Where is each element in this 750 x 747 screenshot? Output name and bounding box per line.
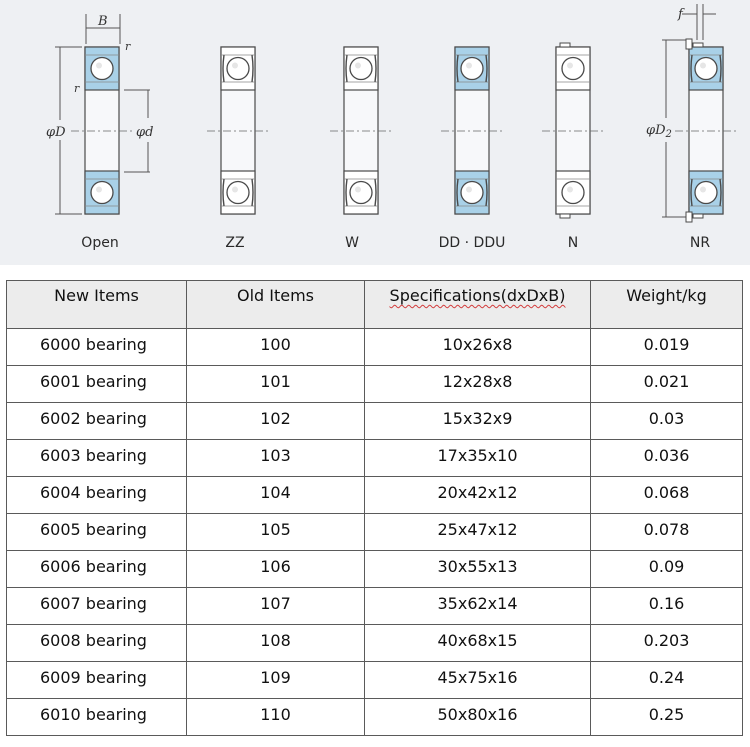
header-specifications-text: Specifications(dxDxB): [389, 286, 566, 305]
cell-weight: 0.021: [591, 366, 743, 403]
cell-new-item: 6004 bearing: [7, 477, 187, 514]
bearing-diagram: [0, 0, 750, 265]
bearing-cross-sections: [0, 0, 750, 265]
cell-specification: 25x47x12: [365, 514, 591, 551]
cell-weight: 0.036: [591, 440, 743, 477]
cell-specification: 50x80x16: [365, 699, 591, 736]
cell-old-item: 105: [187, 514, 365, 551]
table-row: [7, 366, 743, 403]
bearing-dd-section: [441, 47, 503, 214]
cell-old-item: 108: [187, 625, 365, 662]
cell-specification: 45x75x16: [365, 662, 591, 699]
caption-nr: NR: [689, 235, 711, 251]
cell-specification: 40x68x15: [365, 625, 591, 662]
cell-old-item: 102: [187, 403, 365, 440]
cell-specification: 12x28x8: [365, 366, 591, 403]
cell-specification: 35x62x14: [365, 588, 591, 625]
snap-ring-offset-label: f: [678, 7, 683, 22]
cell-weight: 0.203: [591, 625, 743, 662]
cell-new-item: 6010 bearing: [7, 699, 187, 736]
caption-open: Open: [81, 235, 119, 251]
cell-weight: 0.068: [591, 477, 743, 514]
caption-n: N: [567, 235, 579, 251]
cell-specification: 30x55x13: [365, 551, 591, 588]
table-row: [7, 477, 743, 514]
bearing-open-section: [71, 47, 133, 214]
cell-weight: 0.078: [591, 514, 743, 551]
cell-weight: 0.25: [591, 699, 743, 736]
snap-ring-diameter-sub: 2: [665, 129, 672, 140]
cell-weight: 0.24: [591, 662, 743, 699]
cell-new-item: 6006 bearing: [7, 551, 187, 588]
caption-zz: ZZ: [225, 235, 245, 251]
cell-old-item: 106: [187, 551, 365, 588]
cell-new-item: 6000 bearing: [7, 329, 187, 366]
cell-old-item: 101: [187, 366, 365, 403]
cell-old-item: 109: [187, 662, 365, 699]
caption-dd: DD · DDU: [438, 235, 506, 251]
cell-old-item: 103: [187, 440, 365, 477]
cell-old-item: 110: [187, 699, 365, 736]
cell-new-item: 6009 bearing: [7, 662, 187, 699]
cell-new-item: 6003 bearing: [7, 440, 187, 477]
bearing-zz-section: [207, 47, 269, 214]
header-old-items: Old Items: [187, 281, 365, 329]
cell-specification: 15x32x9: [365, 403, 591, 440]
cell-new-item: 6005 bearing: [7, 514, 187, 551]
cell-old-item: 104: [187, 477, 365, 514]
radius-label-top: r: [125, 40, 131, 53]
table-row: [7, 514, 743, 551]
caption-w: W: [345, 235, 359, 251]
table-row: [7, 662, 743, 699]
inner-diameter-label: φd: [136, 125, 154, 140]
header-weight: Weight/kg: [591, 281, 743, 329]
cell-specification: 20x42x12: [365, 477, 591, 514]
cell-new-item: 6002 bearing: [7, 403, 187, 440]
bearing-nr-section: [675, 39, 737, 222]
cell-weight: 0.16: [591, 588, 743, 625]
table-row: [7, 625, 743, 662]
outer-diameter-label: φD: [46, 125, 66, 140]
cell-new-item: 6008 bearing: [7, 625, 187, 662]
table-row: [7, 699, 743, 736]
cell-old-item: 107: [187, 588, 365, 625]
cell-new-item: 6007 bearing: [7, 588, 187, 625]
table-row: [7, 403, 743, 440]
table-row: [7, 551, 743, 588]
cell-weight: 0.09: [591, 551, 743, 588]
table-row: [7, 588, 743, 625]
dimension-annotations: [55, 4, 716, 217]
cell-old-item: 100: [187, 329, 365, 366]
cell-weight: 0.019: [591, 329, 743, 366]
bearing-n-section: [542, 43, 604, 218]
bearing-w-section: [330, 47, 392, 214]
header-specifications: [365, 281, 591, 329]
table-header-row: [7, 281, 743, 329]
radius-label-side: r: [74, 82, 80, 95]
table-row: [7, 440, 743, 477]
snap-ring-diameter-main: φD: [646, 123, 666, 138]
cell-specification: 10x26x8: [365, 329, 591, 366]
bearing-spec-table: [6, 280, 743, 736]
width-label: B: [98, 14, 108, 29]
snap-ring-diameter-label: [646, 123, 672, 140]
table-row: [7, 329, 743, 366]
cell-new-item: 6001 bearing: [7, 366, 187, 403]
cell-weight: 0.03: [591, 403, 743, 440]
header-new-items: New Items: [7, 281, 187, 329]
cell-specification: 17x35x10: [365, 440, 591, 477]
